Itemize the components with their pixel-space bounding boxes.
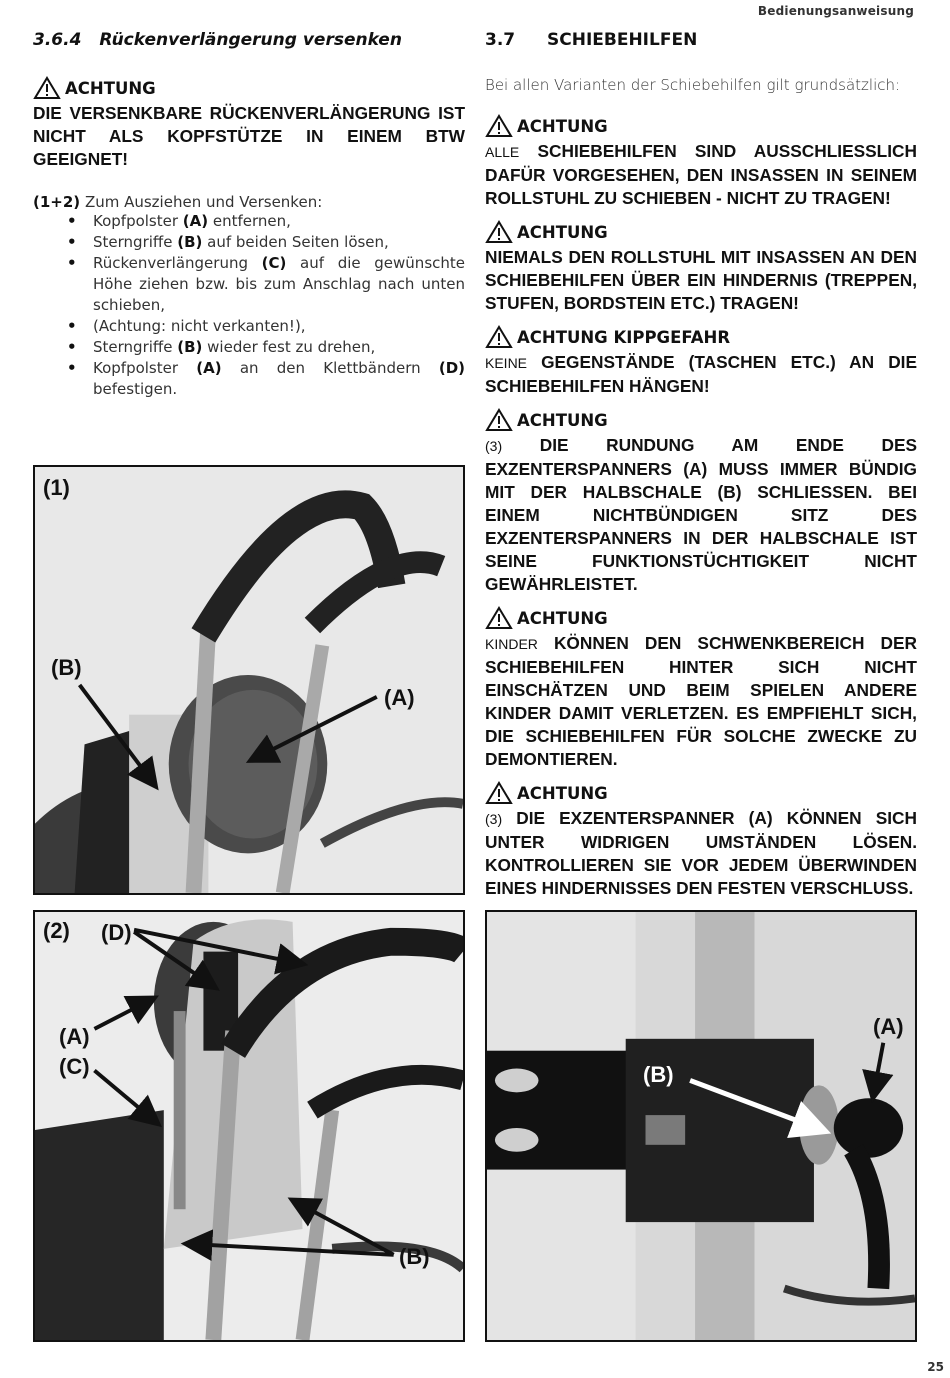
section-number: 3.6.4 — [33, 30, 82, 50]
warning-triangle-icon — [485, 325, 513, 349]
section-heading-3-7 — [485, 30, 917, 50]
arrow-b-2 — [295, 1201, 394, 1255]
warning-triangle-icon — [485, 606, 513, 630]
callout-label-b: (B) — [399, 1244, 430, 1269]
warning-triangle-icon — [485, 781, 513, 805]
arrow-b — [80, 685, 154, 784]
callout-arrows — [35, 912, 463, 1340]
figure-number: (2) — [43, 918, 70, 943]
steps-intro: (1+2) Zum Ausziehen und Versenken: — [33, 193, 323, 211]
section-heading-3-6-4 — [33, 30, 465, 50]
figure-1-photo — [33, 465, 465, 895]
arrow-b-1 — [189, 1244, 394, 1255]
arrow-a — [253, 697, 377, 759]
callout-arrows — [35, 467, 463, 893]
warning-text: (3) DIE RUNDUNG AM ENDE DES EXZENTERSPANNERS (A) MUSS IMMER BÜNDIG MIT DER HALBSCHALE (B) SCHLIESSEN. BEI EINEM NICHTBÜNDIGEN SITZ DES EXZENTERSPANNERS IN DER HALBSCHALE IST SEINE FUNKTIONSTÜCHTIGKEIT NICHT GEWÄHRLEISTET. — [485, 435, 917, 594]
warning-block: ACHTUNG KINDER KÖNNEN DEN SCHWENKBEREICH DER SCHIEBEHILFEN HINTER SICH NICHT EINSCHÄTZEN UND BEIM SPIELEN ANDERE KINDER DAMIT VERLETZEN. ES EMPFIEHLT SICH, DIE SCHIEBEHILFEN FÜR SOLCHE ZWECKE ZU DEMONTIEREN. — [485, 606, 917, 771]
callout-label-b: (B) — [51, 655, 82, 680]
list-item: • Kopfpolster (A) entfernen, — [67, 211, 465, 232]
callout-label-b: (B) — [643, 1062, 674, 1087]
arrow-c — [94, 1071, 155, 1123]
figure-3-photo — [485, 910, 917, 1342]
page-header: Bedienungsanweisung — [757, 4, 914, 18]
figure-number: (1) — [43, 475, 70, 500]
warning-triangle-icon — [33, 76, 61, 100]
list-item: • Sterngriffe (B) wieder fest zu drehen, — [67, 337, 465, 358]
warning-text: NIEMALS DEN ROLLSTUHL MIT INSASSEN AN DEN SCHIEBEHILFEN ÜBER EIN HINDERNIS (TREPPEN, STUFEN, BORDSTEIN ETC.) TRAGEN! — [485, 247, 917, 313]
right-column — [485, 30, 917, 910]
callout-label-a: (A) — [873, 1014, 904, 1039]
section-title: SCHIEBEHILFEN — [547, 30, 698, 50]
steps-list — [67, 211, 465, 400]
warning-text: KINDER KÖNNEN DEN SCHWENKBEREICH DER SCHIEBEHILFEN HINTER SICH NICHT EINSCHÄTZEN UND BEIM SPIELEN ANDERE KINDER DAMIT VERLETZEN. ES EMPFIEHLT SICH, DIE SCHIEBEHILFEN FÜR SOLCHE ZWECKE ZU DEMONTIEREN. — [485, 633, 917, 769]
section-number: 3.7 — [485, 30, 516, 50]
callout-label-d: (D) — [101, 920, 132, 945]
left-column — [33, 30, 465, 400]
warning-block: ACHTUNG ALLE SCHIEBEHILFEN SIND AUSSCHLIESSLICH DAFÜR VORGESEHEN, DEN INSASSEN IN SEINEM ROLLSTUHL ZU SCHIEBEN - NICHT ZU TRAGEN! — [485, 114, 917, 210]
page-number: 25 — [927, 1360, 944, 1374]
warning-text: ALLE SCHIEBEHILFEN SIND AUSSCHLIESSLICH DAFÜR VORGESEHEN, DEN INSASSEN IN SEINEM ROLLSTUHL ZU SCHIEBEN - NICHT ZU TRAGEN! — [485, 141, 917, 208]
arrow-d-1 — [134, 932, 213, 986]
callout-label-a: (A) — [59, 1024, 90, 1049]
warning-block: ACHTUNG KIPPGEFAHR KEINE GEGENSTÄNDE (TASCHEN ETC.) AN DIE SCHIEBEHILFEN HÄNGEN! — [485, 325, 917, 398]
callout-label-c: (C) — [59, 1054, 90, 1079]
warning-title: ACHTUNG — [33, 76, 465, 100]
warning-triangle-icon — [485, 408, 513, 432]
arrow-a — [94, 999, 151, 1029]
list-item: • (Achtung: nicht verkanten!), — [67, 316, 465, 337]
callout-arrows — [487, 912, 915, 1340]
list-item: • Sterngriffe (B) auf beiden Seiten lösen, — [67, 232, 465, 253]
arrow-a — [873, 1043, 883, 1096]
warning-block: ACHTUNG NIEMALS DEN ROLLSTUHL MIT INSASSEN AN DEN SCHIEBEHILFEN ÜBER EIN HINDERNIS (TREPPEN, STUFEN, BORDSTEIN ETC.) TRAGEN! — [485, 220, 917, 315]
list-item: • Rückenverlängerung (C) auf die gewünschte Höhe ziehen bzw. bis zum Anschlag nach unten schieben, — [67, 253, 465, 316]
warning-block: ACHTUNG (3) DIE EXZENTERSPANNER (A) KÖNNEN SICH UNTER WIDRIGEN UMSTÄNDEN LÖSEN. KONTROLLIEREN SIE VOR JEDEM ÜBERWINDEN EINES HINDERNISSES DEN FESTEN VERSCHLUSS. — [485, 781, 917, 900]
warning-text: KEINE GEGENSTÄNDE (TASCHEN ETC.) AN DIE SCHIEBEHILFEN HÄNGEN! — [485, 352, 917, 396]
warning-text: (3) DIE EXZENTERSPANNER (A) KÖNNEN SICH UNTER WIDRIGEN UMSTÄNDEN LÖSEN. KONTROLLIEREN SIE VOR JEDEM ÜBERWINDEN EINES HINDERNISSES DEN FESTEN VERSCHLUSS. — [485, 808, 917, 898]
warning-block: ACHTUNG (3) DIE RUNDUNG AM ENDE DES EXZENTERSPANNERS (A) MUSS IMMER BÜNDIG MIT DER HALBSCHALE (B) SCHLIESSEN. BEI EINEM NICHTBÜNDIGEN SITZ DES EXZENTERSPANNERS IN DER HALBSCHALE IST SEINE FUNKTIONSTÜCHTIGKEIT NICHT GEWÄHRLEISTET. — [485, 408, 917, 596]
list-item: • Kopfpolster (A) an den Klettbändern (D) befestigen. — [67, 358, 465, 400]
warning-triangle-icon — [485, 114, 513, 138]
section-title: Rückenverlängerung versenken — [99, 30, 402, 50]
arrow-b — [690, 1080, 822, 1130]
figure-2-photo — [33, 910, 465, 1342]
section-intro: Bei allen Varianten der Schiebehilfen gilt grundsätzlich: — [485, 76, 901, 94]
warning-triangle-icon — [485, 220, 513, 244]
callout-label-a: (A) — [384, 685, 415, 710]
warning-text: DIE VERSENKBARE RÜCKENVERLÄNGERUNG IST NICHT ALS KOPFSTÜTZE IN EINEM BTW GEEIGNET! — [33, 103, 465, 169]
